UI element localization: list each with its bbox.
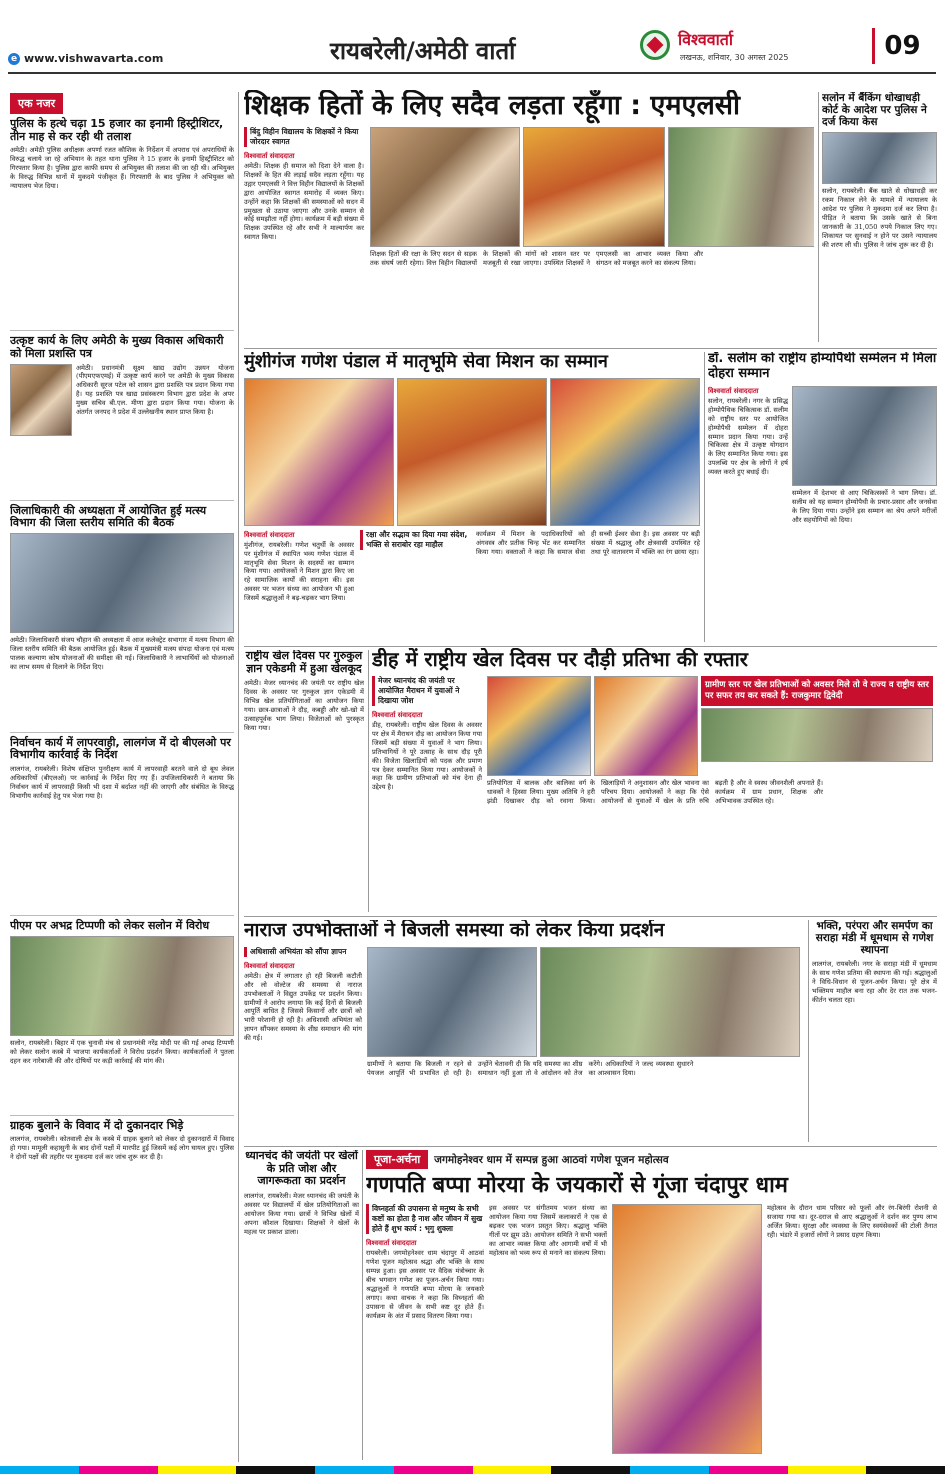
story-3-body: अमेठी। जिलाधिकारी संजय चौहान की अध्यक्षता में आज कलेक्ट्रेट सभागार में मत्स्य विभाग की जिला स्तरीय समिति की बैठक आयोजित हुई। बैठक में मुख्यमंत्री मत्स्य संपदा योजना एवं मत्स्य पालक कल्याण कोष योजनाओं की समीक्षा की गई। जिलाधिकारी ने लाभार्थियों को योजनाओं का लाभ समय से दिलाने के निर्देश दिए। [10, 635, 234, 671]
dhyanchand-headline[interactable]: ध्यानचंद की जयंती पर खेलों के प्रति जोश और जागरूकता का प्रदर्शन [245, 1150, 358, 1188]
bhakti-story [812, 920, 937, 1142]
electricity-byline: विश्ववार्ता संवाददाता [244, 961, 295, 970]
ganpati-body-cont: इस अवसर पर संगीतमय भजन संध्या का आयोजन किया गया जिसमें कलाकारों ने एक से बढ़कर एक भजन प्रस्तुत किए। श्रद्धालु भक्ति गीतों पर झूम उठे। आयोजन समिति ने सभी भक्तों का आभार व्यक्त किया और आगामी वर्षों में भी महोत्सव को भव्य रूप से मनाने का संकल्प लिया। [489, 1204, 607, 1257]
story-6-headline[interactable]: ग्राहक बुलाने के विवाद में दो दुकानदार भिड़े [10, 1118, 184, 1132]
homeopathy-byline: विश्ववार्ता संवाददाता [708, 386, 759, 395]
edition-date: लखनऊ, शनिवार, 30 अगस्त 2025 [680, 53, 789, 62]
ganpati-headline[interactable]: गणपति बप्पा मोरया के जयकारों से गूंजा चंदापुर धाम [366, 1173, 788, 1198]
pandal-body-cont: कार्यक्रम में मिशन के पदाधिकारियों को अंगवस्त्र और प्रतीक चिन्ह भेंट कर सम्मानित किया गया। वक्ताओं ने कहा कि समाज सेवा ही सच्ची ईश्वर सेवा है। इस अवसर पर बड़ी संख्या में श्रद्धालु और क्षेत्रवासी उपस्थित रहे तथा पूरे वातावरण में भक्ति का रंग छाया रहा। [476, 529, 700, 556]
electricity-body-cont: ग्रामीणों ने बताया कि बिजली न रहने से पेयजल आपूर्ति भी प्रभावित हो रही है। उन्होंने चेतावनी दी कि यदि समस्या का शीघ्र समाधान नहीं हुआ तो वे आंदोलन को तेज करेंगे। अधिकारियों ने जल्द व्यवस्था सुधारने का आश्वासन दिया। [367, 1059, 694, 1077]
gurukul-headline[interactable]: राष्ट्रीय खेल दिवस पर गुरुकुल ज्ञान एकेडमी में हुआ खेलकूद [245, 650, 363, 675]
story-4-body: लालगंज, रायबरेली। विशेष संक्षिप्त पुनरीक्षण कार्य में लापरवाही बरतने वाले दो बूथ लेवल अधिकारियों (बीएलओ) पर कार्रवाई के निर्देश दिए गए हैं। उपजिलाधिकारी ने बताया कि निर्वाचन कार्य में लापरवाही किसी भी दशा में बर्दाश्त नहीं की जाएगी और संबंधित के विरुद्ध विभागीय कार्रवाई हेतु पत्र भेजा गया है। [10, 765, 234, 800]
lead-body: अमेठी। शिक्षक ही समाज को दिशा देने वाला है। शिक्षकों के हित की लड़ाई सदैव लड़ता रहूँगा। यह उद्गार एमएलसी ने वित्त विहीन विद्यालयों के शिक्षकों द्वारा आयोजित स्वागत समारोह में व्यक्त किए। उन्होंने कहा कि शिक्षकों की समस्याओं को सदन में प्रमुखता से उठाया जाएगा और उनके सम्मान से कोई समझौता नहीं होगा। कार्यक्रम में बड़ी संख्या में शिक्षक उपस्थित रहे और सभी ने माल्यार्पण कर स्वागत किया। [244, 162, 364, 242]
browser-e-icon: e [8, 53, 20, 65]
homeopathy-story [708, 352, 937, 642]
right-top-story [822, 92, 937, 342]
pandal-photo-2 [397, 378, 547, 526]
dhyanchand-body: लालगंज, रायबरेली। मेजर ध्यानचंद की जयंती के अवसर पर विद्यालयों में खेल प्रतियोगिताओं का आयोजन किया गया। छात्रों ने विभिन्न खेलों में अपना कौशल दिखाया। शिक्षकों ने खेलों के महत्व पर प्रकाश डाला। [244, 1191, 359, 1236]
meeting-photo [10, 533, 234, 633]
lead-byline: विश्ववार्ता संवाददाता [244, 152, 295, 161]
dhyanchand-story [244, 1150, 359, 1460]
award-photo [792, 386, 937, 486]
story-2 [10, 330, 234, 493]
sports-headline[interactable]: डीह में राष्ट्रीय खेल दिवस पर दौड़ी प्रतिभा की रफ्तार [372, 648, 748, 671]
website-badge[interactable] [8, 52, 163, 65]
story-4 [10, 732, 234, 909]
bank-photo [822, 132, 937, 184]
sports-photo-3 [701, 708, 933, 762]
registration-strip [0, 1466, 945, 1474]
ganpati-body-cont-2: महोत्सव के दौरान धाम परिसर को फूलों और रंग-बिरंगी रोशनी से सजाया गया था। दूर-दराज से आए श्रद्धालुओं ने दर्शन कर पुण्य लाभ अर्जित किया। सुरक्षा और व्यवस्था के लिए स्वयंसेवकों की टोली तैनात रही। भंडारे में हजारों लोगों ने प्रसाद ग्रहण किया। [767, 1204, 937, 1240]
story-6 [10, 1115, 234, 1226]
lead-story [244, 90, 814, 345]
pandal-subhead: रक्षा और सद्भाव का दिया गया संदेश, भक्ति से सराबोर रहा माहौल [360, 530, 470, 550]
homeopathy-headline[interactable]: डॉ. सलीम को राष्ट्रीय होम्योपैथी सम्मेलन में मिला दोहरा सम्मान [708, 352, 937, 381]
pandal-body: मुंशीगंज, रायबरेली। गणेश चतुर्थी के अवसर पर मुंशीगंज में स्थापित भव्य गणेश पंडाल में मातृभूमि सेवा मिशन के सदस्यों का सम्मान किया गया। आयोजकों ने मिशन द्वारा किए जा रहे सामाजिक कार्यों की सराहना की। इस अवसर पर भजन संध्या का आयोजन भी हुआ जिसमें श्रद्धालुओं ने बढ़-चढ़कर भाग लिया। [244, 540, 354, 603]
homeopathy-body-cont: सम्मेलन में देशभर से आए चिकित्सकों ने भाग लिया। डॉ. सलीम को यह सम्मान होम्योपैथी के प्रचार-प्रसार और जनसेवा के लिए दिया गया। उन्होंने इस सम्मान का श्रेय अपने मरीजों और सहयोगियों को दिया। [792, 488, 937, 524]
protest-photo [10, 936, 234, 1036]
story-1 [10, 118, 234, 324]
gurukul-body: अमेठी। मेजर ध्यानचंद की जयंती पर राष्ट्रीय खेल दिवस के अवसर पर गुरुकुल ज्ञान एकेडमी में विभिन्न खेल प्रतियोगिताओं का आयोजन किया गया। छात्र-छात्राओं ने दौड़, कबड्डी और खो-खो में उत्साहपूर्वक भाग लिया। विजेताओं को पुरस्कृत किया गया। [244, 679, 364, 732]
right-top-headline[interactable]: सलोन में बैंकिंग धोखाधड़ी कोर्ट के आदेश पर पुलिस ने दर्ज किया केस [822, 92, 927, 129]
website-url: www.vishwavarta.com [24, 52, 164, 65]
electricity-story [244, 920, 804, 1142]
story-3-headline[interactable]: जिलाधिकारी की अध्यक्षता में आयोजित हुई मत्स्य विभाग की जिला स्तरीय समिति की बैठक [10, 503, 207, 530]
story-5-body: सलोन, रायबरेली। बिहार में एक चुनावी मंच से प्रधानमंत्री नरेंद्र मोदी पर की गई अभद्र टिप्पणी को लेकर सलोन कस्बे में भाजपा कार्यकर्ताओं ने विरोध प्रदर्शन किया। कार्यकर्ताओं ने पुतला दहन कर नारेबाजी की और दोषियों पर कड़ी कार्रवाई की मांग की। [10, 1038, 234, 1065]
story-2-body: अमेठी। प्रधानमंत्री सूक्ष्म खाद्य उद्योग उन्नयन योजना (पीएमएफएमई) में उत्कृष्ट कार्य करने पर अमेठी के मुख्य विकास अधिकारी सूरज पटेल को शासन द्वारा प्रशस्ति पत्र प्रदान किया गया है। यह प्रशस्ति पत्र खाद्य प्रसंस्करण विभाग द्वारा प्रदेश के अपर मुख्य सचिव बी.एल. मीणा द्वारा प्रदान किया गया। योजना के अंतर्गत जनपद ने प्रदेश में उल्लेखनीय स्थान प्राप्त किया है। [76, 363, 234, 417]
story-2-headline[interactable]: उत्कृष्ट कार्य के लिए अमेठी के मुख्य विकास अधिकारी को मिला प्रशस्ति पत्र [10, 334, 224, 360]
brand-name: विश्ववार्ता [678, 30, 734, 49]
brand-logo-icon [640, 30, 670, 60]
section-tag: एक नजर [10, 93, 63, 114]
story-5 [10, 915, 234, 1109]
electricity-subhead: अधिशासी अभियंता को सौंपा ज्ञापन [244, 947, 362, 957]
story-3 [10, 500, 234, 726]
homeopathy-body: सलोन, रायबरेली। नगर के प्रसिद्ध होम्योपैथिक चिकित्सक डॉ. सलीम को राष्ट्रीय स्तर पर आयोजित होम्योपैथी सम्मेलन में दोहरा सम्मान प्रदान किया गया। उन्हें चिकित्सा क्षेत्र में उत्कृष्ट योगदान के लिए सम्मानित किया गया। इस उपलब्धि पर क्षेत्र के लोगों ने हर्ष व्यक्त करते हुए बधाई दी। [708, 396, 788, 477]
lead-body-cont: शिक्षक हितों की रक्षा के लिए सदन से सड़क तक संघर्ष जारी रहेगा। वित्त विहीन विद्यालयों के शिक्षकों की मांगों को शासन स्तर पर मजबूती से रखा जाएगा। उपस्थित शिक्षकों ने एमएलसी का आभार व्यक्त किया और संगठन को मजबूत करने का संकल्प लिया। [370, 250, 703, 267]
story-1-body: अमेठी। अमेठी पुलिस अधीक्षक अपर्णा रजत कौशिक के निर्देशन में अपराध एवं अपराधियों के विरुद्ध चलाये जा रहे अभियान के तहत थाना पुलिस ने 15 हजार के इनामी हिस्ट्रीशिटर को गिरफ्तार किया है। पुलिस द्वारा काफी समय से अभियुक्त की तलाश की जा रही थी। अभियुक्त के विरुद्ध विभिन्न थानों में मुकदमे पंजीकृत हैं। गिरफ्तारी के बाद पुलिस ने अभियुक्त को न्यायालय भेज दिया। [10, 146, 234, 190]
section-title: रायबरेली/अमेठी वार्ता [330, 37, 516, 65]
sports-day-story [372, 648, 937, 914]
sports-subhead: मेजर ध्यानचंद की जयंती पर आयोजित मैराथन में युवाओं ने दिखाया जोश [372, 676, 482, 706]
ganpati-kicker: जगमोहनेश्वर धाम में सम्पन्न हुआ आठवां गणेश पूजन महोत्सव [434, 1153, 669, 1166]
ganpati-byline: विश्ववार्ता संवाददाता [366, 1239, 417, 1248]
sports-body: डीह, रायबरेली। राष्ट्रीय खेल दिवस के अवसर पर क्षेत्र में मैराथन दौड़ का आयोजन किया गया जिसमें बड़ी संख्या में युवाओं ने भाग लिया। प्रतिभागियों ने पूरे उत्साह के साथ दौड़ पूरी की। विजेता खिलाड़ियों को पदक और प्रमाण पत्र देकर सम्मानित किया गया। आयोजकों ने कहा कि ग्रामीण प्रतिभाओं को मंच देना ही उद्देश्य है। [372, 721, 482, 792]
electricity-photo-2 [540, 947, 800, 1057]
electricity-body: अमेठी। क्षेत्र में लगातार हो रही बिजली कटौती और लो वोल्टेज की समस्या से नाराज उपभोक्ताओं ने विद्युत उपकेंद्र पर प्रदर्शन किया। ग्रामीणों ने आरोप लगाया कि कई दिनों से बिजली आपूर्ति बाधित है जिससे किसानों और छात्रों को भारी परेशानी हो रही है। अधिशासी अभियंता को ज्ञापन सौंपकर समस्या के शीघ्र समाधान की मांग की गई। [244, 971, 362, 1043]
sports-photo-2 [594, 676, 698, 776]
pandal-byline: विश्ववार्ता संवाददाता [244, 530, 295, 539]
left-column [10, 92, 234, 1462]
sports-byline: विश्ववार्ता संवाददाता [372, 711, 423, 719]
ganesh-idol-photo [612, 1204, 762, 1454]
bhakti-body: लालगंज, रायबरेली। नगर के सराहा मंडी में धूमधाम के साथ गणेश प्रतिमा की स्थापना की गई। श्रद्धालुओं ने विधि-विधान से पूजन-अर्चन किया। पूरे क्षेत्र में भक्तिमय माहौल बना रहा और देर रात तक भजन-कीर्तन चलता रहा। [812, 960, 937, 1004]
lead-photo-1 [370, 127, 520, 247]
lead-subhead: बिंदु विहीन विद्यालय के शिक्षकों ने किया जोरदार स्वागत [244, 127, 364, 147]
sports-quote: ग्रामीण स्तर पर खेल प्रतिभाओं को अवसर मिले तो वे राज्य व राष्ट्रीय स्तर पर सफर तय कर सकते हैं: राजकुमार द्विवेदी [701, 676, 933, 706]
story-5-headline[interactable]: पीएम पर अभद्र टिप्पणी को लेकर सलोन में विरोध [10, 919, 210, 933]
masthead [0, 0, 945, 86]
ganesh-pandal-story [244, 352, 700, 642]
page-number: 09 [872, 28, 930, 64]
lead-photo-3 [668, 127, 814, 247]
sports-photo-1 [487, 676, 591, 776]
gurukul-story [244, 650, 364, 912]
ganpati-tag: पूजा-अर्चना [366, 1150, 428, 1169]
electricity-headline[interactable]: नाराज उपभोक्ताओं ने बिजली समस्या को लेकर किया प्रदर्शन [244, 920, 665, 941]
story-4-headline[interactable]: निर्वाचन कार्य में लापरवाही, लालगंज में दो बीएलओ पर विभागीय कार्रवाई के निर्देश [10, 735, 231, 762]
ganpati-story [366, 1150, 937, 1462]
bhakti-headline[interactable]: भक्ति, परंपरा और समर्पण का सराहा मंडी में धूमधाम से गणेश स्थापना [815, 920, 934, 957]
right-top-body: सलोन, रायबरेली। बैंक खाते से धोखाधड़ी कर रकम निकाल लेने के मामले में न्यायालय के आदेश पर पुलिस ने मुकदमा दर्ज कर लिया है। पीड़ित ने बताया कि उसके खाते से बिना जानकारी के 31,050 रुपये निकाल लिए गए। शिकायत पर सुनवाई न होने पर उसने न्यायालय की शरण ली थी। पुलिस ने जांच शुरू कर दी है। [822, 187, 937, 249]
ganpati-body: रायबरेली। जगमोहनेश्वर धाम चंदापुर में आठवां गणेश पूजन महोत्सव श्रद्धा और भक्ति के साथ सम्पन्न हुआ। इस अवसर पर वैदिक मंत्रोच्चार के बीच भगवान गणेश का पूजन-अर्चन किया गया। श्रद्धालुओं ने गणपति बप्पा मोरया के जयकारे लगाए। कथा वाचक ने कहा कि विघ्नहर्ता की उपासना से जीवन के सभी कष्ट दूर होते हैं। कार्यक्रम के अंत में प्रसाद वितरण किया गया। [366, 1249, 484, 1320]
pandal-photo-3 [550, 378, 700, 526]
ganpati-quote: विघ्नहर्ता की उपासना से मनुष्य के सभी कष्टों का होता है नाश और जीवन में सुख होते हैं शुभ कार्य : भृगु शुक्ला [366, 1204, 484, 1234]
pandal-photo-1 [244, 378, 394, 526]
lead-photo-2 [523, 127, 665, 247]
pandal-headline[interactable]: मुंशीगंज गणेश पंडाल में मातृभूमि सेवा मिशन का सम्मान [244, 352, 608, 372]
electricity-photo-1 [367, 947, 537, 1057]
cdo-portrait-photo [10, 364, 72, 436]
lead-headline[interactable]: शिक्षक हितों के लिए सदैव लड़ता रहूँगा : एमएलसी [244, 90, 740, 121]
story-1-headline[interactable]: पुलिस के हत्थे चढ़ा 15 हजार का इनामी हिस्ट्रीशिटर, तीन माह से कर रही थी तलाश [10, 117, 224, 143]
story-6-body: लालगंज, रायबरेली। कोतवाली क्षेत्र के कस्बे में ग्राहक बुलाने को लेकर दो दुकानदारों में विवाद हो गया। मामूली कहासुनी के बाद दोनों पक्षों में मारपीट हुई जिसमें कई लोग घायल हुए। पुलिस ने दोनों पक्षों की तहरीर पर मुकदमा दर्ज कर जांच शुरू कर दी है। [10, 1135, 234, 1162]
sports-body-cont: प्रतियोगिता में बालक और बालिका वर्ग के धावकों ने हिस्सा लिया। मुख्य अतिथि ने हरी झंडी दिखाकर दौड़ को रवाना किया। खिलाड़ियों ने अनुशासन और खेल भावना का परिचय दिया। आयोजकों ने कहा कि ऐसे आयोजनों से युवाओं में खेल के प्रति रुचि बढ़ती है और वे स्वस्थ जीवनशैली अपनाते हैं। कार्यक्रम में ग्राम प्रधान, शिक्षक और अभिभावक उपस्थित रहे। [487, 779, 823, 805]
